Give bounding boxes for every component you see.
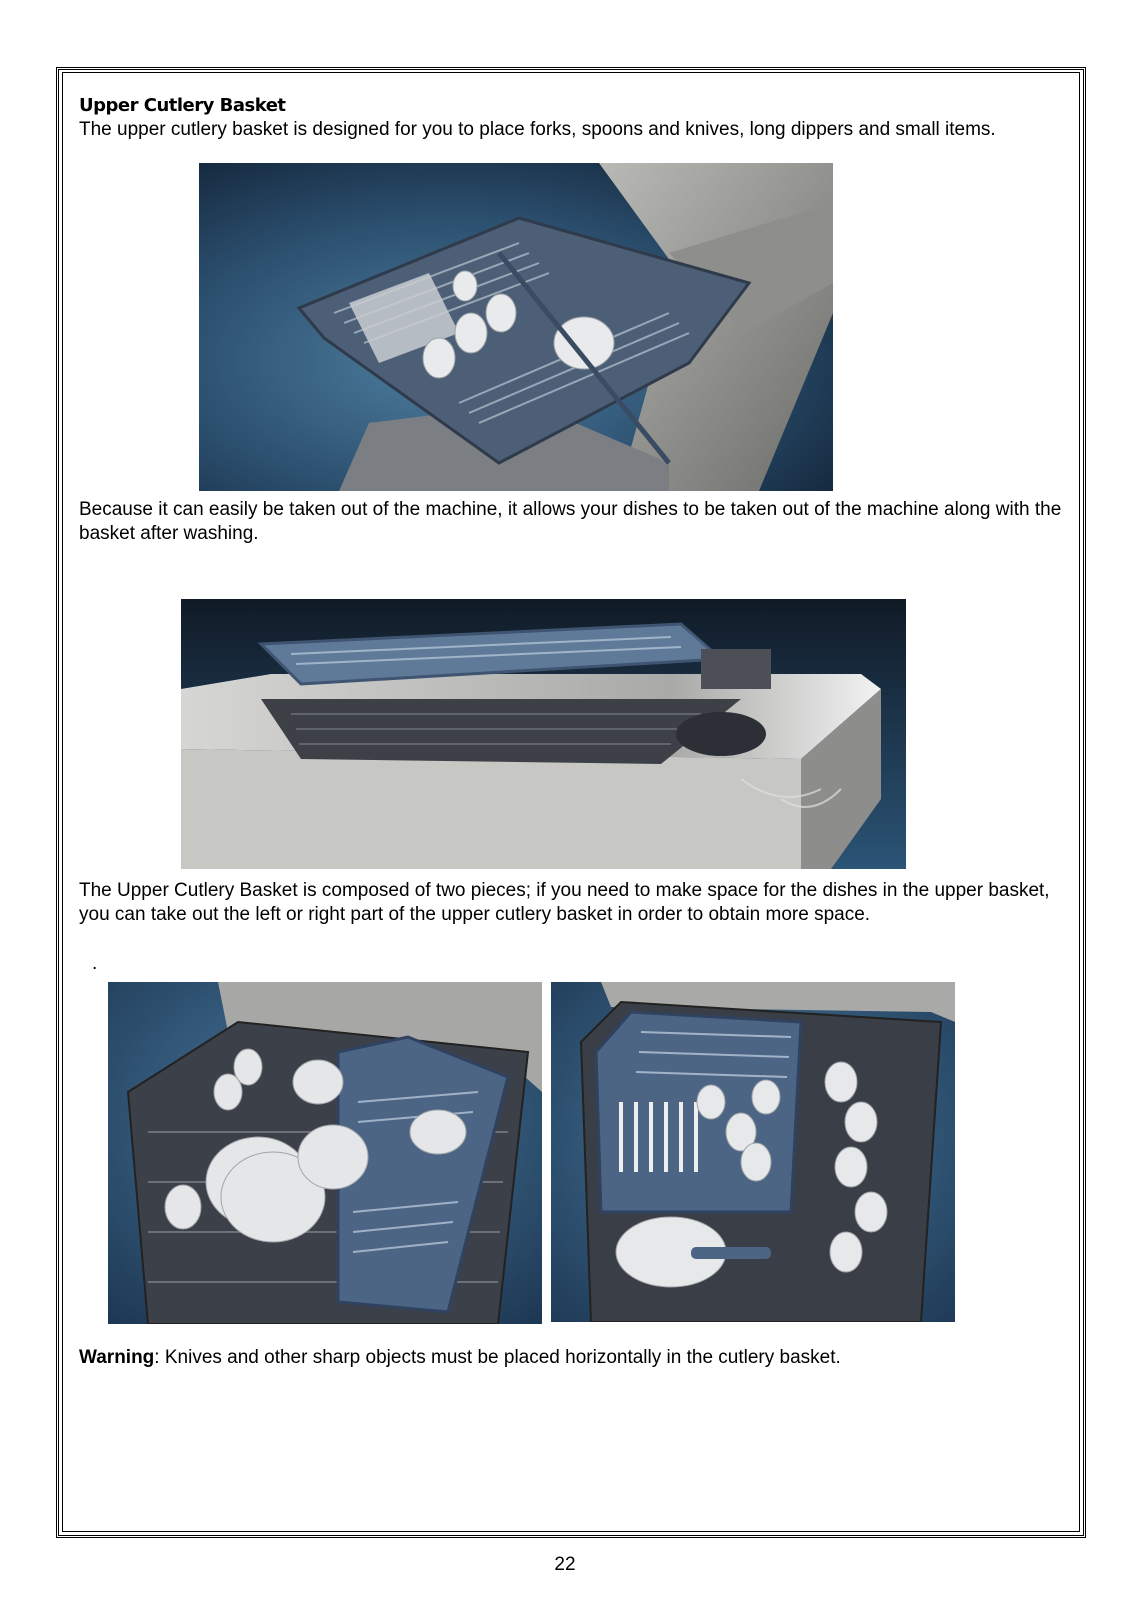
removal-paragraph: Because it can easily be taken out of the machine, it allows your dishes to be taken out of the machine along with the basket after washing. [79,499,1062,544]
intro-paragraph: The upper cutlery basket is designed for you to place forks, spoons and knives, long dippers and small items. [79,119,996,140]
page-number: 22 [554,1554,576,1575]
photo-cutlery-basket-lifted [181,599,906,869]
photo-basket-left-part [108,982,542,1324]
section-heading: Upper Cutlery Basket [79,95,286,116]
stray-mark: . [92,953,98,974]
composition-paragraph: The Upper Cutlery Basket is composed of two pieces; if you need to make space for the dishes in the upper basket, you can take out the left or right part of the upper cutlery basket in order to obtain more space. [79,880,1050,925]
warning-text: : Knives and other sharp objects must be placed horizontally in the cutlery basket. [154,1347,841,1368]
photo-cutlery-basket-extended [199,163,833,491]
warning-label: Warning [79,1347,155,1368]
photo-basket-right-part [551,982,955,1322]
warning-paragraph [79,1346,1064,1370]
